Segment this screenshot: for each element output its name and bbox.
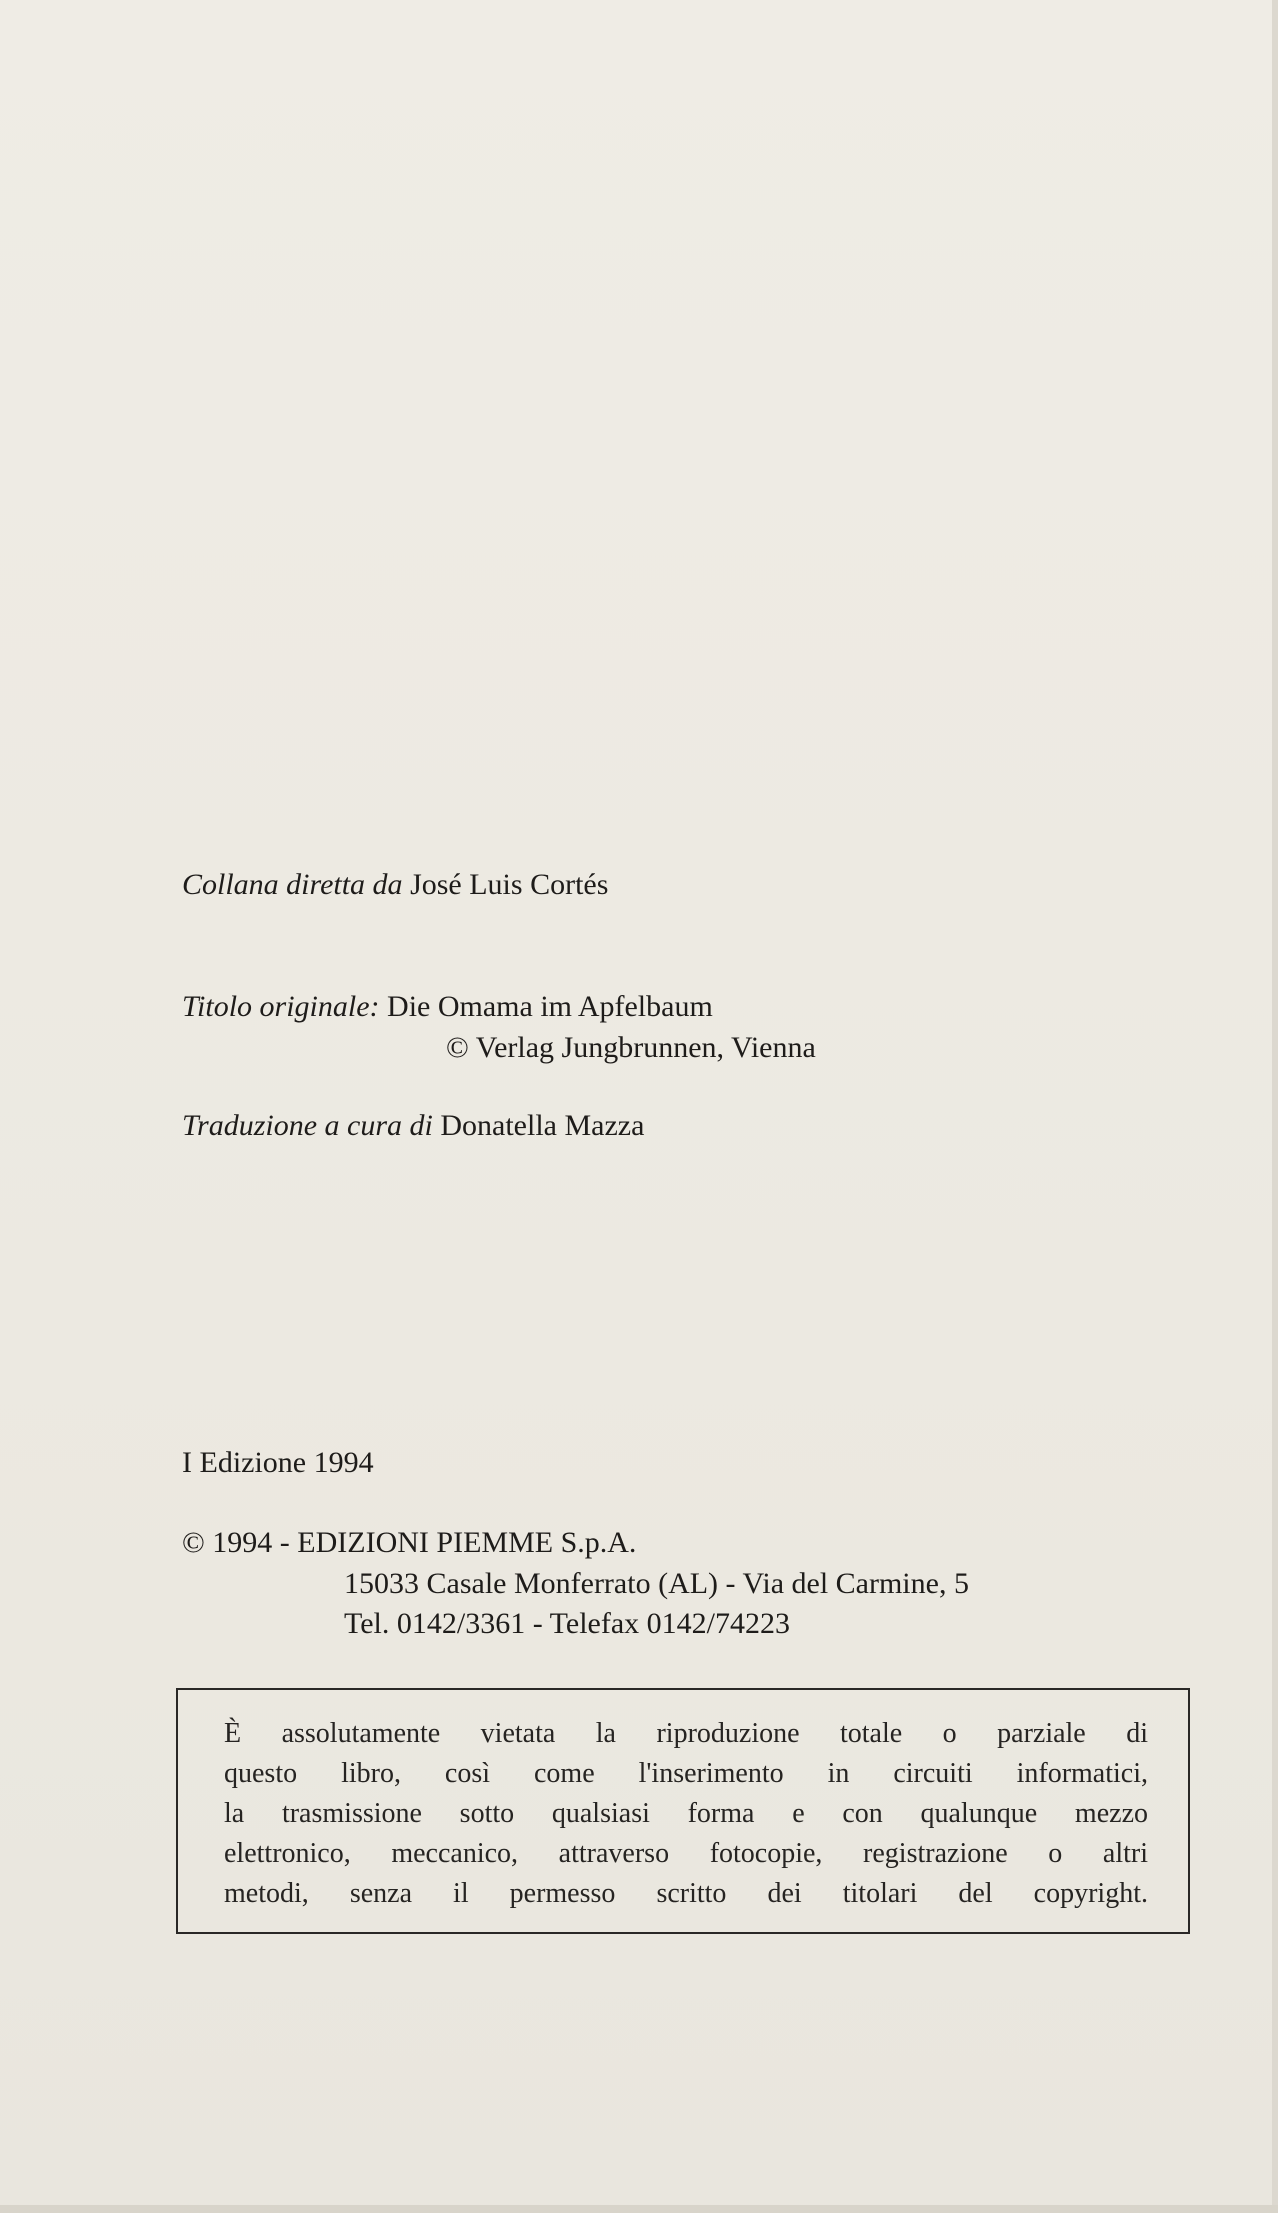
publisher-address: 15033 Casale Monferrato (AL) - Via del Carmine, 5 (344, 1567, 969, 1600)
original-title-line (182, 989, 713, 1025)
series-curator-name: José Luis Cortés (410, 868, 609, 901)
page-edge-right (1272, 0, 1278, 2213)
translation-line (182, 1108, 644, 1144)
publisher-copyright: © 1994 - EDIZIONI PIEMME S.p.A. (182, 1526, 637, 1559)
translator-name: Donatella Mazza (440, 1109, 645, 1142)
rights-notice-line: la trasmissione sotto qualsiasi forma e con qualunque mezzo (224, 1798, 1148, 1829)
translation-label: Traduzione a cura di (182, 1109, 433, 1142)
series-curator-label: Collana diretta da (182, 868, 403, 901)
rights-notice-line: metodi, senza il permesso scritto dei titolari del copyright. (224, 1878, 1148, 1909)
original-copyright: © Verlag Jungbrunnen, Vienna (446, 1031, 816, 1064)
original-title-label: Titolo originale: (182, 990, 380, 1023)
publisher-phone: Tel. 0142/3361 - Telefax 0142/74223 (344, 1607, 791, 1640)
rights-notice-box (176, 1688, 1190, 1934)
series-curator-line (182, 867, 608, 903)
page-edge-bottom (0, 2205, 1278, 2213)
original-title: Die Omama im Apfelbaum (387, 990, 713, 1023)
edition-line: I Edizione 1994 (182, 1446, 374, 1479)
rights-notice-line: È assolutamente vietata la riproduzione totale o parziale di (224, 1718, 1148, 1749)
rights-notice-line: questo libro, così come l'inserimento in circuiti informatici, (224, 1758, 1148, 1789)
rights-notice-line: elettronico, meccanico, attraverso fotocopie, registrazione o altri (224, 1838, 1148, 1869)
